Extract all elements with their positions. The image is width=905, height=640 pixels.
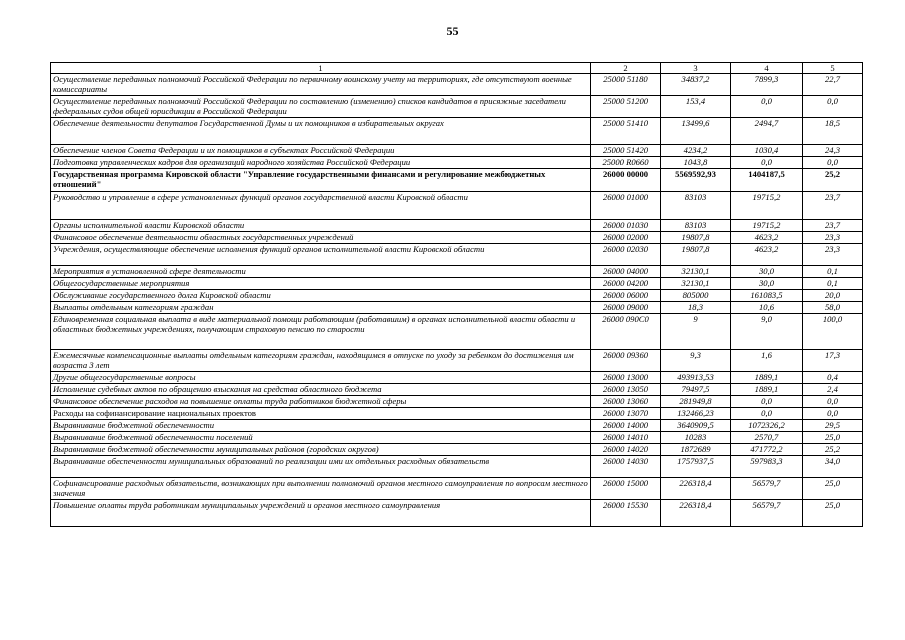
row-value-col3: 13499,6 bbox=[661, 118, 731, 145]
row-value-col3: 1872689 bbox=[661, 444, 731, 456]
row-code: 26000 09000 bbox=[591, 302, 661, 314]
row-value-col5: 0,0 bbox=[803, 96, 863, 118]
row-value-col5: 29,5 bbox=[803, 420, 863, 432]
row-value-col5: 25,0 bbox=[803, 432, 863, 444]
row-description: Выравнивание бюджетной обеспеченности муниципальных районов (городских округов) bbox=[51, 444, 591, 456]
row-value-col3: 3640909,5 bbox=[661, 420, 731, 432]
row-value-col5: 0,1 bbox=[803, 266, 863, 278]
row-description: Выравнивание бюджетной обеспеченности поселений bbox=[51, 432, 591, 444]
row-value-col3: 4234,2 bbox=[661, 145, 731, 157]
row-description: Осуществление переданных полномочий Российской Федерации по первичному воинскому учету на территориях, где отсутствуют военные комиссариаты bbox=[51, 74, 591, 96]
row-value-col3: 34837,2 bbox=[661, 74, 731, 96]
row-description: Подготовка управленческих кадров для организаций народного хозяйства Российской Федерации bbox=[51, 157, 591, 169]
row-code: 26000 14020 bbox=[591, 444, 661, 456]
row-value-col3: 83103 bbox=[661, 192, 731, 220]
table-row bbox=[51, 396, 863, 408]
row-description: Мероприятия в установленной сфере деятельности bbox=[51, 266, 591, 278]
row-description: Обслуживание государственного долга Кировской области bbox=[51, 290, 591, 302]
row-value-col5: 23,3 bbox=[803, 244, 863, 266]
row-value-col3: 9 bbox=[661, 314, 731, 350]
row-code: 26000 14000 bbox=[591, 420, 661, 432]
row-value-col4: 161083,5 bbox=[731, 290, 803, 302]
row-value-col3: 1757937,5 bbox=[661, 456, 731, 478]
row-description: Выравнивание обеспеченности муниципальных образований по реализации ими их отдельных расходных обязательств bbox=[51, 456, 591, 478]
row-value-col4: 56579,7 bbox=[731, 500, 803, 527]
row-description: Государственная программа Кировской области "Управление государственными финансами и регулирование межбюджетных отношений" bbox=[51, 169, 591, 192]
table-row bbox=[51, 478, 863, 500]
row-description: Руководство и управление в сфере установленных функций органов государственной власти Кировской области bbox=[51, 192, 591, 220]
row-value-col5: 0,4 bbox=[803, 372, 863, 384]
row-description: Софинансирование расходных обязательств, возникающих при выполнении полномочий органов местного самоуправления по вопросам местного значения bbox=[51, 478, 591, 500]
row-description: Обеспечение деятельности депутатов Государственной Думы и их помощников в избирательных округах bbox=[51, 118, 591, 145]
row-code: 26000 04000 bbox=[591, 266, 661, 278]
row-value-col3: 493913,53 bbox=[661, 372, 731, 384]
row-value-col4: 9,0 bbox=[731, 314, 803, 350]
row-code: 26000 14010 bbox=[591, 432, 661, 444]
table-row bbox=[51, 157, 863, 169]
row-code: 26000 15530 bbox=[591, 500, 661, 527]
row-value-col3: 5569592,93 bbox=[661, 169, 731, 192]
row-code: 25000 R0660 bbox=[591, 157, 661, 169]
row-code: 26000 01030 bbox=[591, 220, 661, 232]
row-value-col5: 0,1 bbox=[803, 278, 863, 290]
row-value-col5: 0,0 bbox=[803, 408, 863, 420]
column-header: 5 bbox=[803, 63, 863, 74]
row-code: 26000 02030 bbox=[591, 244, 661, 266]
table-row bbox=[51, 278, 863, 290]
column-header: 4 bbox=[731, 63, 803, 74]
row-value-col4: 10,6 bbox=[731, 302, 803, 314]
row-description: Ежемесячные компенсационные выплаты отдельным категориям граждан, находящимся в отпуске по уходу за ребенком до достижения им возраста 3 лет bbox=[51, 350, 591, 372]
table-row bbox=[51, 408, 863, 420]
row-value-col4: 471772,2 bbox=[731, 444, 803, 456]
row-value-col4: 56579,7 bbox=[731, 478, 803, 500]
row-value-col4: 19715,2 bbox=[731, 220, 803, 232]
row-value-col5: 0,0 bbox=[803, 396, 863, 408]
budget-table bbox=[50, 62, 863, 527]
row-value-col4: 1030,4 bbox=[731, 145, 803, 157]
column-header: 3 bbox=[661, 63, 731, 74]
row-value-col4: 0,0 bbox=[731, 408, 803, 420]
table-row bbox=[51, 232, 863, 244]
row-value-col4: 1889,1 bbox=[731, 372, 803, 384]
row-code: 26000 13000 bbox=[591, 372, 661, 384]
row-code: 26000 04200 bbox=[591, 278, 661, 290]
row-value-col3: 32130,1 bbox=[661, 278, 731, 290]
row-value-col4: 30,0 bbox=[731, 266, 803, 278]
row-value-col5: 100,0 bbox=[803, 314, 863, 350]
row-description: Финансовое обеспечение расходов на повышение оплаты труда работников бюджетной сферы bbox=[51, 396, 591, 408]
table-row bbox=[51, 302, 863, 314]
row-code: 25000 51410 bbox=[591, 118, 661, 145]
row-description: Исполнение судебных актов по обращению взыскания на средства областного бюджета bbox=[51, 384, 591, 396]
table-row bbox=[51, 384, 863, 396]
table-row bbox=[51, 145, 863, 157]
row-value-col3: 19807,8 bbox=[661, 244, 731, 266]
row-description: Общегосударственные мероприятия bbox=[51, 278, 591, 290]
row-value-col5: 20,0 bbox=[803, 290, 863, 302]
row-value-col4: 1889,1 bbox=[731, 384, 803, 396]
table-row bbox=[51, 118, 863, 145]
row-value-col3: 83103 bbox=[661, 220, 731, 232]
table-row bbox=[51, 500, 863, 527]
row-value-col3: 18,3 bbox=[661, 302, 731, 314]
row-description: Выплаты отдельным категориям граждан bbox=[51, 302, 591, 314]
table-row bbox=[51, 220, 863, 232]
table-row bbox=[51, 372, 863, 384]
row-value-col4: 4623,2 bbox=[731, 244, 803, 266]
row-code: 26000 090С0 bbox=[591, 314, 661, 350]
row-code: 25000 51180 bbox=[591, 74, 661, 96]
row-value-col3: 281949,8 bbox=[661, 396, 731, 408]
row-value-col5: 0,0 bbox=[803, 157, 863, 169]
row-value-col5: 25,0 bbox=[803, 500, 863, 527]
row-description: Учреждения, осуществляющие обеспечение исполнения функций органов исполнительной власти Кировской области bbox=[51, 244, 591, 266]
row-value-col4: 597983,3 bbox=[731, 456, 803, 478]
table-row bbox=[51, 74, 863, 96]
row-code: 26000 01000 bbox=[591, 192, 661, 220]
table-body bbox=[51, 74, 863, 527]
table-row bbox=[51, 266, 863, 278]
row-value-col4: 2570,7 bbox=[731, 432, 803, 444]
row-description: Другие общегосударственные вопросы bbox=[51, 372, 591, 384]
page-number: 55 bbox=[446, 24, 459, 38]
row-value-col4: 0,0 bbox=[731, 157, 803, 169]
table-row bbox=[51, 444, 863, 456]
row-value-col4: 1,6 bbox=[731, 350, 803, 372]
row-code: 26000 13060 bbox=[591, 396, 661, 408]
row-value-col5: 25,0 bbox=[803, 478, 863, 500]
row-value-col3: 79497,5 bbox=[661, 384, 731, 396]
row-description: Выравнивание бюджетной обеспеченности bbox=[51, 420, 591, 432]
row-value-col4: 30,0 bbox=[731, 278, 803, 290]
row-code: 25000 51420 bbox=[591, 145, 661, 157]
row-value-col3: 226318,4 bbox=[661, 500, 731, 527]
column-header: 1 bbox=[51, 63, 591, 74]
row-value-col5: 34,0 bbox=[803, 456, 863, 478]
column-header: 2 bbox=[591, 63, 661, 74]
row-description: Единовременная социальная выплата в виде материальной помощи работающим (работавшим) в органах исполнительной власти области и областных бюджетных учреждениях, получающим страховую пенсию по старости bbox=[51, 314, 591, 350]
row-value-col4: 7899,3 bbox=[731, 74, 803, 96]
row-code: 26000 13070 bbox=[591, 408, 661, 420]
row-value-col3: 805000 bbox=[661, 290, 731, 302]
table-row bbox=[51, 290, 863, 302]
row-value-col3: 10283 bbox=[661, 432, 731, 444]
row-value-col3: 132466,23 bbox=[661, 408, 731, 420]
row-value-col3: 1043,8 bbox=[661, 157, 731, 169]
table-row bbox=[51, 456, 863, 478]
table-row bbox=[51, 169, 863, 192]
row-description: Финансовое обеспечение деятельности областных государственных учреждений bbox=[51, 232, 591, 244]
row-value-col5: 25,2 bbox=[803, 169, 863, 192]
table-row bbox=[51, 244, 863, 266]
table-row bbox=[51, 96, 863, 118]
row-value-col3: 32130,1 bbox=[661, 266, 731, 278]
table-row bbox=[51, 314, 863, 350]
row-value-col5: 23,7 bbox=[803, 192, 863, 220]
row-value-col5: 2,4 bbox=[803, 384, 863, 396]
row-value-col3: 226318,4 bbox=[661, 478, 731, 500]
row-value-col5: 18,5 bbox=[803, 118, 863, 145]
row-code: 26000 02000 bbox=[591, 232, 661, 244]
row-value-col5: 23,3 bbox=[803, 232, 863, 244]
row-value-col3: 153,4 bbox=[661, 96, 731, 118]
row-value-col5: 58,0 bbox=[803, 302, 863, 314]
row-value-col5: 24,3 bbox=[803, 145, 863, 157]
row-value-col4: 1072326,2 bbox=[731, 420, 803, 432]
row-value-col4: 0,0 bbox=[731, 396, 803, 408]
row-value-col4: 0,0 bbox=[731, 96, 803, 118]
row-description: Расходы на софинансирование национальных проектов bbox=[51, 408, 591, 420]
row-code: 26000 13050 bbox=[591, 384, 661, 396]
row-value-col3: 9,3 bbox=[661, 350, 731, 372]
row-description: Органы исполнительной власти Кировской области bbox=[51, 220, 591, 232]
row-code: 26000 09360 bbox=[591, 350, 661, 372]
row-value-col5: 17,3 bbox=[803, 350, 863, 372]
row-description: Повышение оплаты труда работникам муниципальных учреждений и органов местного самоуправления bbox=[51, 500, 591, 527]
row-value-col4: 4623,2 bbox=[731, 232, 803, 244]
row-code: 26000 00000 bbox=[591, 169, 661, 192]
row-value-col5: 23,7 bbox=[803, 220, 863, 232]
table-row bbox=[51, 420, 863, 432]
table-row bbox=[51, 432, 863, 444]
row-value-col4: 2494,7 bbox=[731, 118, 803, 145]
row-value-col3: 19807,8 bbox=[661, 232, 731, 244]
row-code: 26000 15000 bbox=[591, 478, 661, 500]
row-code: 25000 51200 bbox=[591, 96, 661, 118]
row-description: Обеспечение членов Совета Федерации и их помощников в субъектах Российской Федерации bbox=[51, 145, 591, 157]
row-code: 26000 06000 bbox=[591, 290, 661, 302]
table-header-row bbox=[51, 63, 863, 74]
row-value-col4: 1404187,5 bbox=[731, 169, 803, 192]
table-row bbox=[51, 192, 863, 220]
table-row bbox=[51, 350, 863, 372]
row-description: Осуществление переданных полномочий Российской Федерации по составлению (изменению) списков кандидатов в присяжные заседатели федеральных судов общей юрисдикции в Российской Федерации bbox=[51, 96, 591, 118]
row-value-col5: 25,2 bbox=[803, 444, 863, 456]
row-value-col5: 22,7 bbox=[803, 74, 863, 96]
row-value-col4: 19715,2 bbox=[731, 192, 803, 220]
row-code: 26000 14030 bbox=[591, 456, 661, 478]
